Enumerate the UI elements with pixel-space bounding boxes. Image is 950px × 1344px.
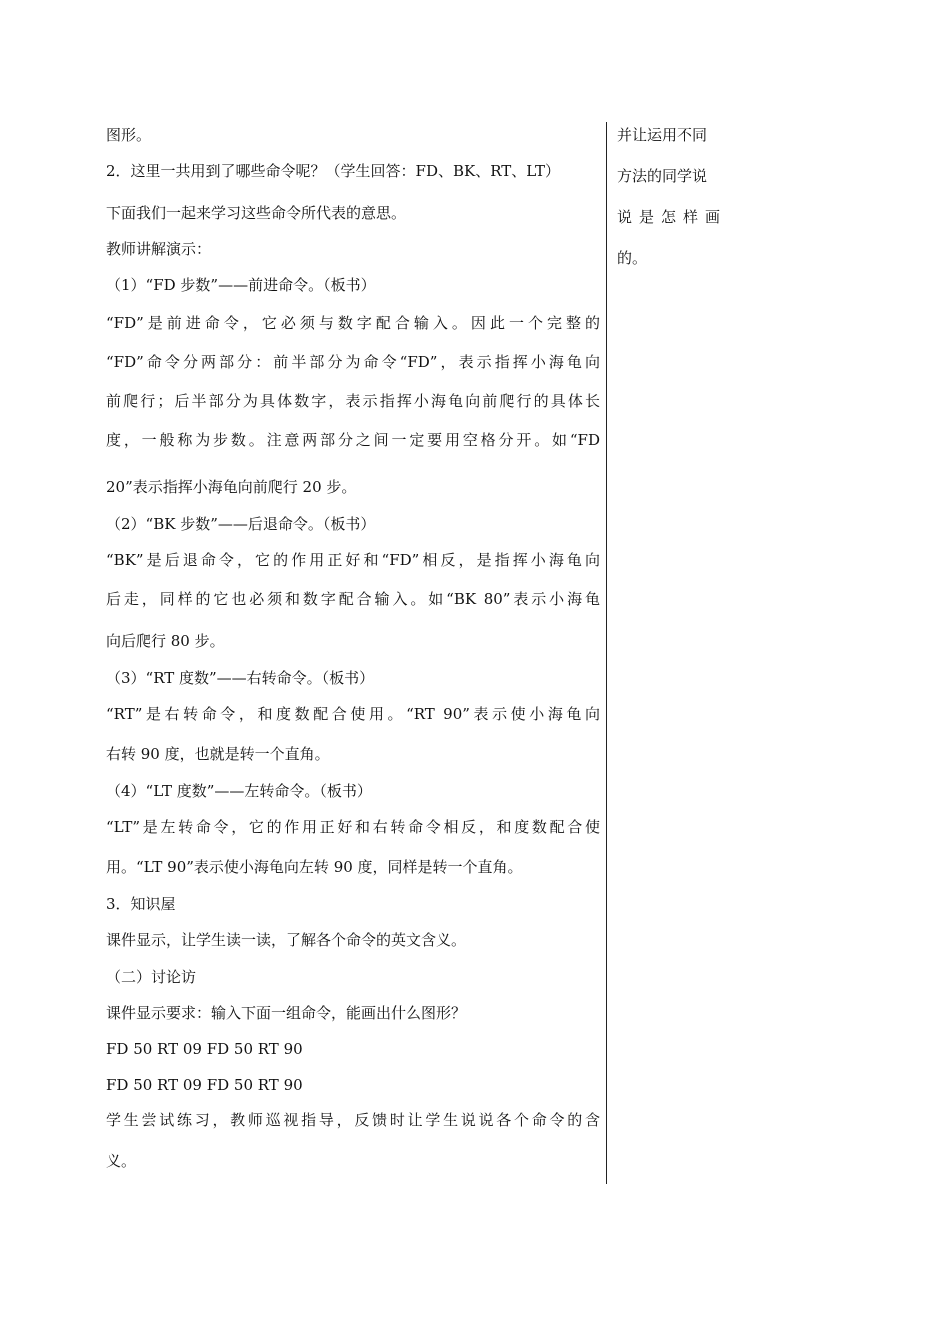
note-line: 说是怎样画 [617,208,720,226]
text-line: “RT”是右转命令，和度数配合使用。“RT 90”表示使小海龟向 [106,705,600,723]
text-line: 课件显示，让学生读一读，了解各个命令的英文含义。 [106,931,467,949]
text-line: （2）“BK 步数”——后退命令。（板书） [106,515,376,533]
text-line: 课件显示要求：输入下面一组命令，能画出什么图形？ [106,1004,467,1022]
text-line: （3）“RT 度数”——右转命令。（板书） [106,669,375,687]
text-line: 后走，同样的它也必须和数字配合输入。如“BK 80”表示小海龟 [106,590,600,608]
text-line: 用。“LT 90”表示使小海龟向左转 90 度，同样是转一个直角。 [106,858,523,876]
text-line: 右转 90 度，也就是转一个直角。 [106,745,330,763]
text-line: “BK”是后退命令，它的作用正好和“FD”相反，是指挥小海龟向 [106,551,600,569]
text-line: 20”表示指挥小海龟向前爬行 20 步。 [106,478,357,496]
text-line: （4）“LT 度数”——左转命令。（板书） [106,782,372,800]
text-line: 向后爬行 80 步。 [106,632,225,650]
text-line: 3．知识屋 [106,895,176,913]
text-line: （二）讨论访 [106,968,197,986]
text-line: “FD”命令分两部分：前半部分为命令“FD”，表示指挥小海龟向 [106,353,600,371]
text-line: FD 50 RT 09 FD 50 RT 90 [106,1076,303,1094]
text-line: 图形。 [106,126,152,144]
column-divider [606,122,607,1184]
text-line: FD 50 RT 09 FD 50 RT 90 [106,1040,303,1058]
text-line: 度，一般称为步数。注意两部分之间一定要用空格分开。如“FD [106,431,600,449]
text-line: 前爬行；后半部分为具体数字，表示指挥小海龟向前爬行的具体长 [106,392,600,410]
text-line: 义。 [106,1152,137,1170]
text-line: （1）“FD 步数”——前进命令。（板书） [106,276,376,294]
text-line: “FD”是前进命令，它必须与数字配合输入。因此一个完整的 [106,314,600,332]
text-line: 学生尝试练习，教师巡视指导，反馈时让学生说说各个命令的含 [106,1111,600,1129]
note-line: 并让运用不同 [617,126,708,144]
note-line: 的。 [617,249,648,267]
text-line: “LT”是左转命令，它的作用正好和右转命令相反，和度数配合使 [106,818,600,836]
text-line: 下面我们一起来学习这些命令所代表的意思。 [106,204,407,222]
text-line: 2．这里一共用到了哪些命令呢？（学生回答：FD、BK、RT、LT） [106,162,560,180]
text-line: 教师讲解演示： [106,240,212,258]
note-line: 方法的同学说 [617,167,708,185]
